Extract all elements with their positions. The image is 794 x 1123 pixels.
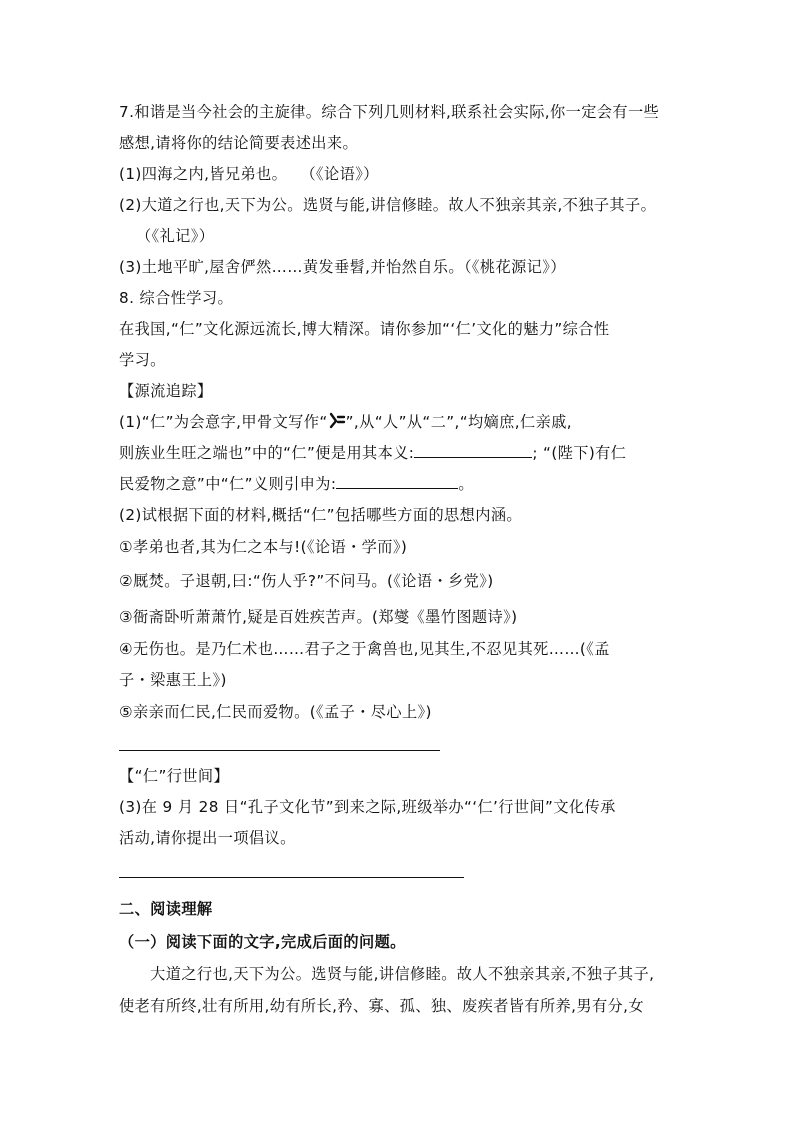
q8-part1-text-a: (1)“仁”为会意字,甲骨文写作“	[119, 413, 328, 431]
answer-blank-original-meaning[interactable]	[414, 443, 532, 458]
material-item-5: ⑤亲亲而仁民,仁民而爱物。(《孟子・尽心上》)	[119, 703, 432, 721]
q8-part1-line-2-end: ; “(陛下)有仁	[532, 444, 627, 462]
q7-material-1: (1)四海之内,皆兄弟也。 （《论语》）	[119, 165, 379, 183]
reading-passage-line-1: 大道之行也,天下为公。选贤与能,讲信修睦。故人不独亲其亲,不独子其子,	[119, 965, 655, 983]
material-item-4-line-2: 子・梁惠王上》)	[119, 671, 227, 689]
q8-part3-line-2: 活动,请你提出一项倡议。	[119, 829, 296, 847]
q7-material-3: (3)土地平旷,屋舍俨然……黄发垂髫,并怡然自乐。（《桃花源记》）	[119, 258, 566, 276]
section-heading-source: 【源流追踪】	[119, 382, 213, 400]
q8-intro-line-1: 在我国,“仁”文化源远流长,博大精深。请你参加“‘仁’文化的魅力”综合性	[119, 320, 610, 338]
material-item-4-line-1: ④无伤也。是乃仁术也……君子之于禽兽也,见其生,不忍见其死……(《孟	[119, 640, 610, 658]
q7-line-1: 7.和谐是当今社会的主旋律。综合下列几则材料,联系社会实际,你一定会有一些	[119, 103, 660, 121]
answer-line-part3[interactable]	[119, 877, 464, 878]
material-item-3: ③衙斋卧听萧萧竹,疑是百姓疾苦声。(郑燮《墨竹图题诗》)	[119, 608, 518, 626]
oracle-bone-ren-icon	[328, 412, 346, 434]
q7-material-2: (2)大道之行也,天下为公。选贤与能,讲信修睦。故人不独亲其亲,不独子其子。	[119, 196, 657, 214]
reading-subheading: （一）阅读下面的文字,完成后面的问题。	[119, 933, 406, 951]
answer-blank-extended-meaning[interactable]	[336, 474, 458, 489]
q8-part1-text-b: ”,从“人”从“二”,“均嫡庶,仁亲戚,	[345, 413, 573, 431]
q8-part2-prompt: (2)试根据下面的材料,概括“仁”包括哪些方面的思想内涵。	[119, 506, 522, 524]
q8-part1-line-2	[119, 443, 626, 463]
q7-line-2: 感想,请将你的结论简要表述出来。	[119, 134, 359, 152]
q8-part1-line-1	[119, 412, 572, 434]
q8-part1-line-3	[119, 474, 474, 494]
q8-title: 8. 综合性学习。	[119, 289, 234, 307]
answer-line-part2[interactable]	[119, 750, 440, 751]
q8-part3-line-1: (3)在 9 月 28 日“孔子文化节”到来之际,班级举办“‘仁’行世间”文化传承	[119, 798, 616, 816]
q8-part1-line-3-text: 民爱物之意”中“仁”义则引申为:	[119, 475, 337, 493]
q8-intro-line-2: 学习。	[119, 351, 166, 369]
material-item-2: ②厩焚。子退朝,曰:“伤人乎?”不问马。(《论语・乡党》)	[119, 572, 494, 590]
q8-part1-line-3-end: 。	[458, 475, 474, 493]
material-item-1: ①孝弟也者,其为仁之本与!(《论语・学而》)	[119, 538, 408, 556]
q8-part1-line-2-text: 则族业生旺之端也”中的“仁”便是用其本义:	[119, 444, 415, 462]
section-heading-reading: 二、阅读理解	[119, 900, 213, 918]
q7-material-2-source: （《礼记》）	[136, 227, 215, 245]
reading-passage-line-2: 使老有所终,壮有所用,幼有所长,矜、寡、孤、独、废疾者皆有所养,男有分,女	[119, 997, 644, 1015]
section-heading-practice: 【“仁”行世间】	[119, 767, 230, 785]
